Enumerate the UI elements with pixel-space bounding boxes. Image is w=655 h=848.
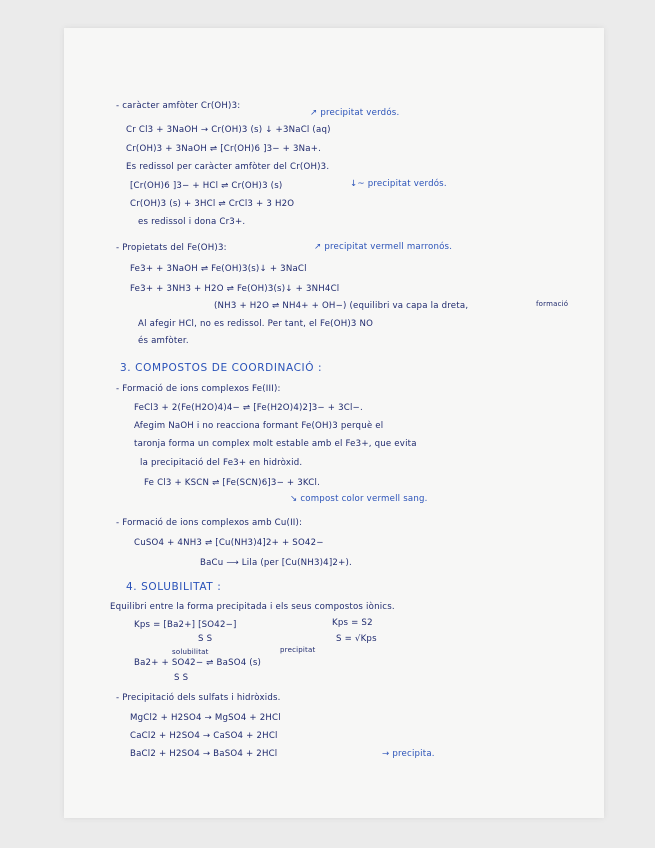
eq-s-sqrt: S = √Kps <box>336 634 377 644</box>
bullet-amphoteric-cr: - caràcter amfòter Cr(OH)3: <box>116 101 241 111</box>
text-orange-complex: taronja forma un complex molt estable amb el Fe3+, que evita <box>134 439 417 449</box>
label-solubility: solubilitat <box>172 648 209 656</box>
text-avoid-precipitation: la precipitació del Fe3+ en hidròxid. <box>140 458 303 468</box>
notebook-page <box>64 28 604 818</box>
note-green-precipitate-2: ↓~ precipitat verdós. <box>350 179 447 189</box>
eq-cr-1: Cr Cl3 + 3NaOH → Cr(OH)3 (s) ↓ +3NaCl (aq) <box>126 125 331 135</box>
note-precipitates: → precipita. <box>382 749 435 759</box>
bullet-sulfates: - Precipitació dels sulfats i hidròxids. <box>116 693 281 703</box>
note-red-brown-precipitate: ↗ precipitat vermell marronós. <box>314 242 453 252</box>
text-cr-redissolve: es redissol i dona Cr3+. <box>138 217 246 227</box>
eq-baso4: Ba2+ + SO42− ⇌ BaSO4 (s) <box>134 658 262 668</box>
text-formation: formació <box>536 300 569 308</box>
text-fe-hcl: Al afegir HCl, no es redissol. Per tant, el Fe(OH)3 NO <box>138 319 374 329</box>
note-blood-red: ↘ compost color vermell sang. <box>290 494 428 504</box>
note-green-precipitate: ↗ precipitat verdós. <box>310 108 400 118</box>
bullet-fe-complex: - Formació de ions complexos Fe(III): <box>116 384 281 394</box>
text-cr-dissolve: Es redissol per caràcter amfòter del Cr(OH)3. <box>126 162 330 172</box>
eq-ba: BaCl2 + H2SO4 → BaSO4 + 2HCl <box>130 749 278 759</box>
kps-s-labels: S S <box>198 634 213 644</box>
text-lilac: BaCu ⟶ Lila (per [Cu(NH3)4]2+). <box>200 558 352 568</box>
eq-ca: CaCl2 + H2SO4 → CaSO4 + 2HCl <box>130 731 278 741</box>
eq-cr-2: Cr(OH)3 + 3NaOH ⇌ [Cr(OH)6 ]3− + 3Na+. <box>126 144 322 154</box>
eq-fe-2: Fe3+ + 3NH3 + H2O ⇌ Fe(OH)3(s)↓ + 3NH4Cl <box>130 284 340 294</box>
section-title-solubility: 4. SOLUBILITAT : <box>126 581 222 593</box>
eq-kps-s2: Kps = S2 <box>332 618 373 628</box>
eq-thiocyanate: Fe Cl3 + KSCN ⇌ [Fe(SCN)6]3− + 3KCl. <box>144 478 321 488</box>
baso4-s-labels: S S <box>174 673 189 683</box>
eq-cr-3: [Cr(OH)6 ]3− + HCl ⇌ Cr(OH)3 (s) <box>130 181 283 191</box>
eq-cr-4: Cr(OH)3 (s) + 3HCl ⇌ CrCl3 + 3 H2O <box>130 199 295 209</box>
section-title-coordination: 3. COMPOSTOS DE COORDINACIÓ : <box>120 362 323 374</box>
eq-mg: MgCl2 + H2SO4 → MgSO4 + 2HCl <box>130 713 281 723</box>
text-naoh: Afegim NaOH i no reacciona formant Fe(OH)3 perquè el <box>134 421 384 431</box>
eq-fe-ammonia: (NH3 + H2O ⇌ NH4+ + OH−) (equilibri va capa la dreta, <box>214 301 469 311</box>
label-precipitate: precipitat <box>280 646 316 654</box>
text-fe-not-amphoteric: és amfòter. <box>138 336 189 346</box>
eq-fe-complex: FeCl3 + 2(Fe(H2O)4)4− ⇌ [Fe(H2O)4)2]3− + 3Cl−. <box>134 403 363 413</box>
eq-kps: Kps = [Ba2+] [SO42−] <box>134 620 237 630</box>
bullet-cu-complex: - Formació de ions complexos amb Cu(II): <box>116 518 303 528</box>
bullet-fe-properties: - Propietats del Fe(OH)3: <box>116 243 227 253</box>
eq-fe-1: Fe3+ + 3NaOH ⇌ Fe(OH)3(s)↓ + 3NaCl <box>130 264 307 274</box>
text-equilibrium: Equilibri entre la forma precipitada i els seus compostos iònics. <box>110 602 395 612</box>
eq-cu-complex: CuSO4 + 4NH3 ⇌ [Cu(NH3)4]2+ + SO42− <box>134 538 324 548</box>
